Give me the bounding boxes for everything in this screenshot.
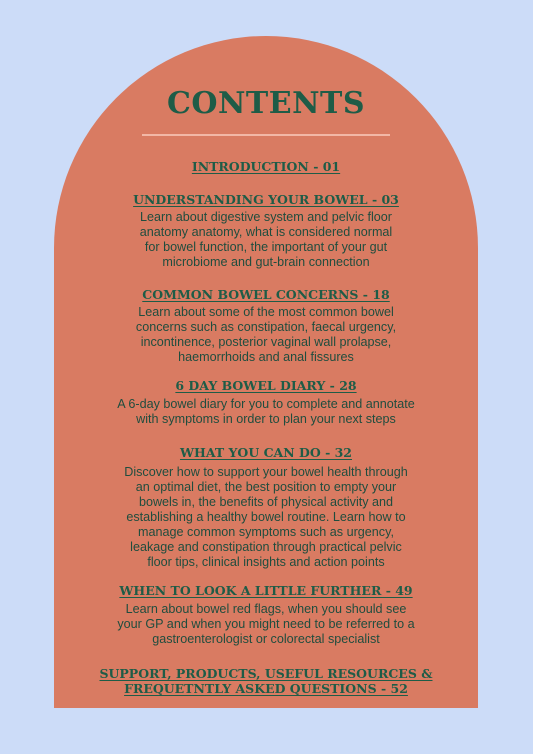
section-heading-understanding-your-bowel[interactable]: UNDERSTANDING YOUR BOWEL - 03	[133, 192, 399, 207]
section-heading-introduction[interactable]: INTRODUCTION - 01	[191, 159, 341, 174]
section-heading-support-resources[interactable]: SUPPORT, PRODUCTS, USEFUL RESOURCES & FREQUETNTLY ASKED QUESTIONS - 52	[99, 666, 433, 696]
section-heading-bowel-diary[interactable]: 6 DAY BOWEL DIARY - 28	[175, 378, 357, 393]
section-heading-common-bowel-concerns[interactable]: COMMON BOWEL CONCERNS - 18	[142, 287, 390, 302]
section-description-what-you-can-do: Discover how to support your bowel health through an optimal diet, the best position to empty your bowels in, the benefits of physical activity and establishing a healthy bowel routine. Learn how to manage common symptoms such as urgency, leakage and constipation through practical pelvic floor tips, clinical insights and action points	[124, 465, 408, 569]
section-description-when-to-look-further: Learn about bowel red flags, when you should see your GP and when you might need to be referred to a gastroenterologist or colorectal specialist	[117, 602, 415, 646]
section-heading-when-to-look-further[interactable]: WHEN TO LOOK A LITTLE FURTHER - 49	[119, 583, 413, 598]
section-description-bowel-diary: A 6-day bowel diary for you to complete and annotate with symptoms in order to plan your next steps	[117, 397, 415, 426]
title-divider	[142, 134, 390, 136]
section-description-understanding-your-bowel: Learn about digestive system and pelvic floor anatomy anatomy, what is considered normal for bowel function, the important of your gut microbiome and gut-brain connection	[139, 210, 393, 269]
section-description-common-bowel-concerns: Learn about some of the most common bowel concerns such as constipation, faecal urgency, incontinence, posterior vaginal wall prolapse, haemorrhoids and anal fissures	[135, 305, 397, 364]
section-heading-what-you-can-do[interactable]: WHAT YOU CAN DO - 32	[179, 445, 353, 460]
page-title: CONTENTS	[166, 86, 366, 121]
